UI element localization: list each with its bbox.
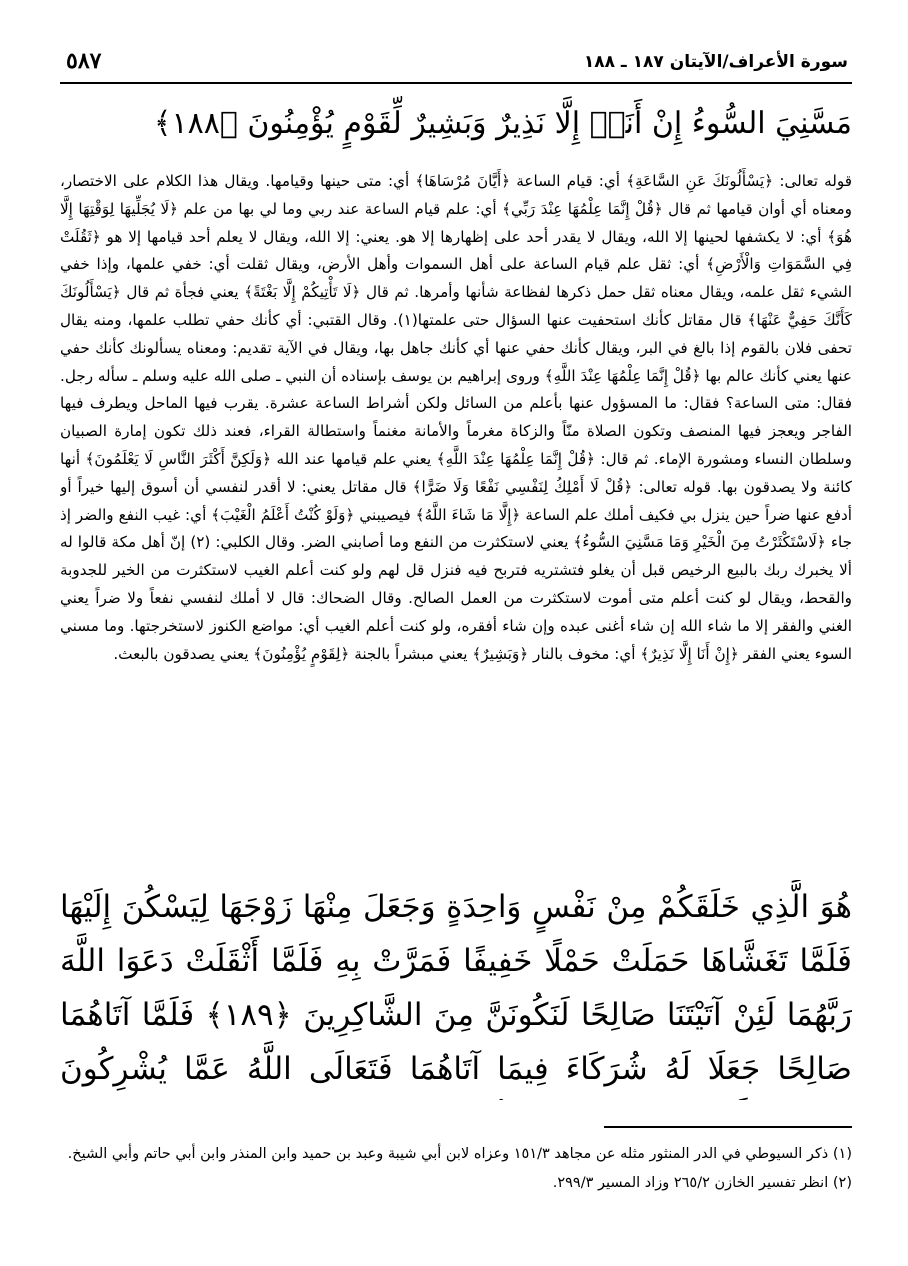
page-number: ٥٨٧ bbox=[66, 48, 102, 74]
commentary-paragraph: قوله تعالى: ﴿يَسْأَلُونَكَ عَنِ السَّاعَةِ﴾ أي: قيام الساعة ﴿أَيَّانَ مُرْسَاهَا﴾ أي: متى حينها وقيامها. ويقال هذا الكلام على الاختصار، ومعناه أي أوان قيامها ثم قال ﴿قُلْ إِنَّمَا عِلْمُهَا عِنْدَ رَبِّي﴾ أي: علم قيام الساعة عند ربي وما لي بها من علم ﴿لَا يُجَلِّيهَا لِوَقْتِهَا إِلَّا هُوَ﴾ أي: لا يكشفها لحينها إلا الله، ويقال لا يقدر أحد على إظهارها إلا هو. يعني: إلا الله، ويقال لا يعلم أحد قيامها إلا هو ﴿ثَقُلَتْ فِي السَّمَوَاتِ وَالْأَرْضِ﴾ أي: ثقل علم قيام الساعة على أهل السموات وأهل الأرض، ويقال ثقلت أي: خفي علمها، وإذا خفي الشيء ثقل علمه، ويقال معناه ثقل حمل ذكرها لفظاعة شأنها وأمرها. ثم قال ﴿لَا تَأْتِيكُمْ إِلَّا بَغْتَةً﴾ يعني فجأة ثم قال ﴿يَسْأَلُونَكَ كَأَنَّكَ حَفِيٌّ عَنْهَا﴾ قال مقاتل كأنك استحفيت عنها السؤال حتى علمتها(١). وقال القتبي: أي كأنك حفي تطلب علمها، ومنه يقال تحفى فلان بالقوم إذا بالغ في البر، ويقال كأنك حفي عنها أي كأنك جاهل بها، ويقال في الآية تقديم: ومعناه يسألونك كأنك حفي عنها يعني كأنك عالم بها ﴿قُلْ إِنَّمَا عِلْمُهَا عِنْدَ اللَّهِ﴾ وروى إبراهيم بن يوسف بإسناده أن النبي ـ صلى الله عليه وسلم ـ سأله رجل. فقال: متى الساعة؟ فقال: ما المسؤول عنها بأعلم من السائل ولكن أشراط الساعة عشرة. يقرب فيها الماحل ويطرف فيها الفاجر ويعجز فيها المنصف وتكون الصلاة منّاً والزكاة مغرماً والأمانة مغنماً واستطالة القراء، فعند ذلك تكون إمارة الصبيان وسلطان النساء ومشورة الإماء. ثم قال: ﴿قُلْ إِنَّمَا عِلْمُهَا عِنْدَ اللَّهِ﴾ يعني علم قيامها عند الله ﴿وَلَكِنَّ أَكْثَرَ النَّاسِ لَا يَعْلَمُونَ﴾ أنها كائنة ولا يصدقون بها. قوله تعالى: ﴿قُلْ لَا أَمْلِكُ لِنَفْسِي نَفْعًا وَلَا ضَرًّا﴾ قال مقاتل يعني: لا أقدر لنفسي أن أسوق إليها خيراً أو أدفع عنها ضراً حين ينزل بي فكيف أملك علم الساعة ﴿إِلَّا مَا شَاءَ اللَّهُ﴾ فيصيبني ﴿وَلَوْ كُنْتُ أَعْلَمُ الْغَيْبَ﴾ أي: غيب النفع والضر إذ جاء ﴿لَاسْتَكْثَرْتُ مِنَ الْخَيْرِ وَمَا مَسَّنِيَ السُّوءُ﴾ يعني لاستكثرت من النفع وما أصابني الضر. وقال الكلبي: (٢) إنّ أهل مكة قالوا له ألا يخبرك ربك بالبيع الرخيص قبل أن يغلو فتشتريه فتربح فيه فنزل قل لهم ولو كنت أعلم الغيب لاستكثرت من الخير للجدوبة والقحط، ويقال لو كنت أعلم متى أموت لاستكثرت من العمل الصالح. وقال الضحاك: قال لا أملك لنفسي نفعاً ولا ضراً يعني الغني والفقر إلا ما شاء الله إن شاء أغنى عبده وإن شاء أفقره، ولو كنت أعلم الغيب أي: مواضع الكنوز لاستخرجتها. وما مسني السوء يعني الفقر ﴿إِنْ أَنَا إِلَّا نَذِيرٌ﴾ أي: مخوف بالنار ﴿وَبَشِيرٌ﴾ يعني مبشراً بالجنة ﴿لِقَوْمٍ يُؤْمِنُونَ﴾ يعني يصدقون بالبعث. bbox=[60, 172, 852, 663]
commentary-text bbox=[60, 168, 852, 868]
quran-verse-block: هُوَ الَّذِي خَلَقَكُمْ مِنْ نَفْسٍ وَاحِدَةٍ وَجَعَلَ مِنْهَا زَوْجَهَا لِيَسْكُنَ إِلَيْهَا فَلَمَّا تَغَشَّاهَا حَمَلَتْ حَمْلًا خَفِيفًا فَمَرَّتْ بِهِ فَلَمَّا أَثْقَلَتْ دَعَوَا اللَّهَ رَبَّهُمَا لَئِنْ آتَيْتَنَا صَالِحًا لَنَكُونَنَّ مِنَ الشَّاكِرِينَ ﴿١٨٩﴾ فَلَمَّا آتَاهُمَا صَالِحًا جَعَلَا لَهُ شُرَكَاءَ فِيمَا آتَاهُمَا فَتَعَالَى اللَّهُ عَمَّا يُشْرِكُونَ bbox=[60, 889, 852, 1087]
page-header bbox=[60, 44, 852, 80]
footnote-divider bbox=[604, 1126, 852, 1128]
footnote-1: (١) ذكر السيوطي في الدر المنثور مثله عن مجاهد ١٥١/٣ وعزاه لابن أبي شيبة وعبد بن حميد وابن المنذر وابن أبي حاتم وأبي الشيخ. bbox=[67, 1146, 852, 1162]
running-title: سورة الأعراف/الآيتان ١٨٧ ـ ١٨٨ bbox=[583, 52, 848, 72]
header-divider bbox=[60, 82, 852, 84]
quran-verse-top: مَسَّنِيَ السُّوءُ إِنْ أَنَا۠ إِلَّا نَذِيرٌ وَبَشِيرٌ لِّقَوْمٍ يُؤْمِنُونَ ﴿١٨٨﴾ bbox=[153, 106, 852, 141]
footnote-2: (٢) انظر تفسير الخازن ٢٦٥/٢ وزاد المسير ٢٩٩/٣. bbox=[552, 1175, 852, 1191]
footnotes bbox=[60, 1142, 852, 1252]
